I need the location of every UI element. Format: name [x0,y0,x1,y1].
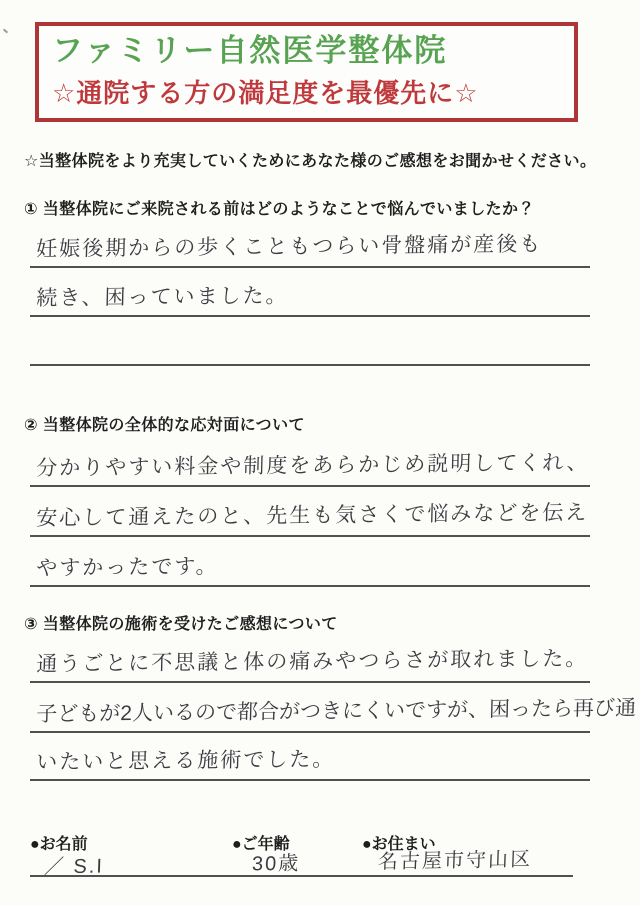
answer-line [30,437,590,487]
handwritten-answer: いたいと思える施術でした。 [36,747,336,774]
answer-line [30,317,590,366]
handwritten-answer: 分かりやすい料金や制度をあらかじめ説明してくれ、 [36,451,590,480]
age-label: ●ご年齢 [232,836,290,853]
answer-line [30,683,637,733]
answer-line [30,633,590,683]
answer-line [30,268,590,317]
question-2-heading: ② 当整体院の全体的な応対面について [24,417,305,434]
clinic-header-box [35,22,578,122]
clinic-slogan: ☆通院する方の満足度を最優先に☆ [52,78,479,108]
answer-line [30,733,590,781]
question-3-heading: ③ 当整体院の施術を受けたご感想について [24,616,338,633]
handwritten-age: 30歳 [251,852,301,876]
handwritten-address: 名古屋市守山区 [377,848,533,874]
question-1-answer-area [30,219,590,366]
intro-text: ☆当整体院をより充実していくためにあなた様のご感想をお聞かせください。 [24,153,597,170]
question-2-answer-area [30,437,590,587]
footer-ruled-line [30,875,573,877]
handwritten-answer: 安心して通えたのと、先生も気さくで悩みなどを伝え [36,501,589,530]
answer-line [30,219,590,268]
address-label: ●お住まい [362,836,436,853]
question-1-heading: ① 当整体院にご来院される前はどのようなことで悩んでいましたか？ [24,201,535,218]
handwritten-answer: 妊娠後期からの歩くこともつらい骨盤痛が産後も [36,232,543,261]
answer-line [30,487,590,537]
handwritten-answer: やすかったです。 [36,555,219,580]
name-label: ●お名前 [30,836,88,853]
handwritten-answer: 子どもが2人いるので都合がつきにくいですが、困ったら再び通 [36,696,637,726]
answer-line [30,537,590,587]
handwritten-name: ／ S.I [43,855,105,879]
handwritten-answer: 続き、困っていました。 [36,284,289,310]
clinic-name: ファミリー自然医学整体院 [52,33,448,68]
handwritten-answer: 通うごとに不思議と体の痛みやつらさが取れました。 [36,647,589,676]
question-3-answer-area [30,633,637,781]
scan-artifact [3,29,8,34]
